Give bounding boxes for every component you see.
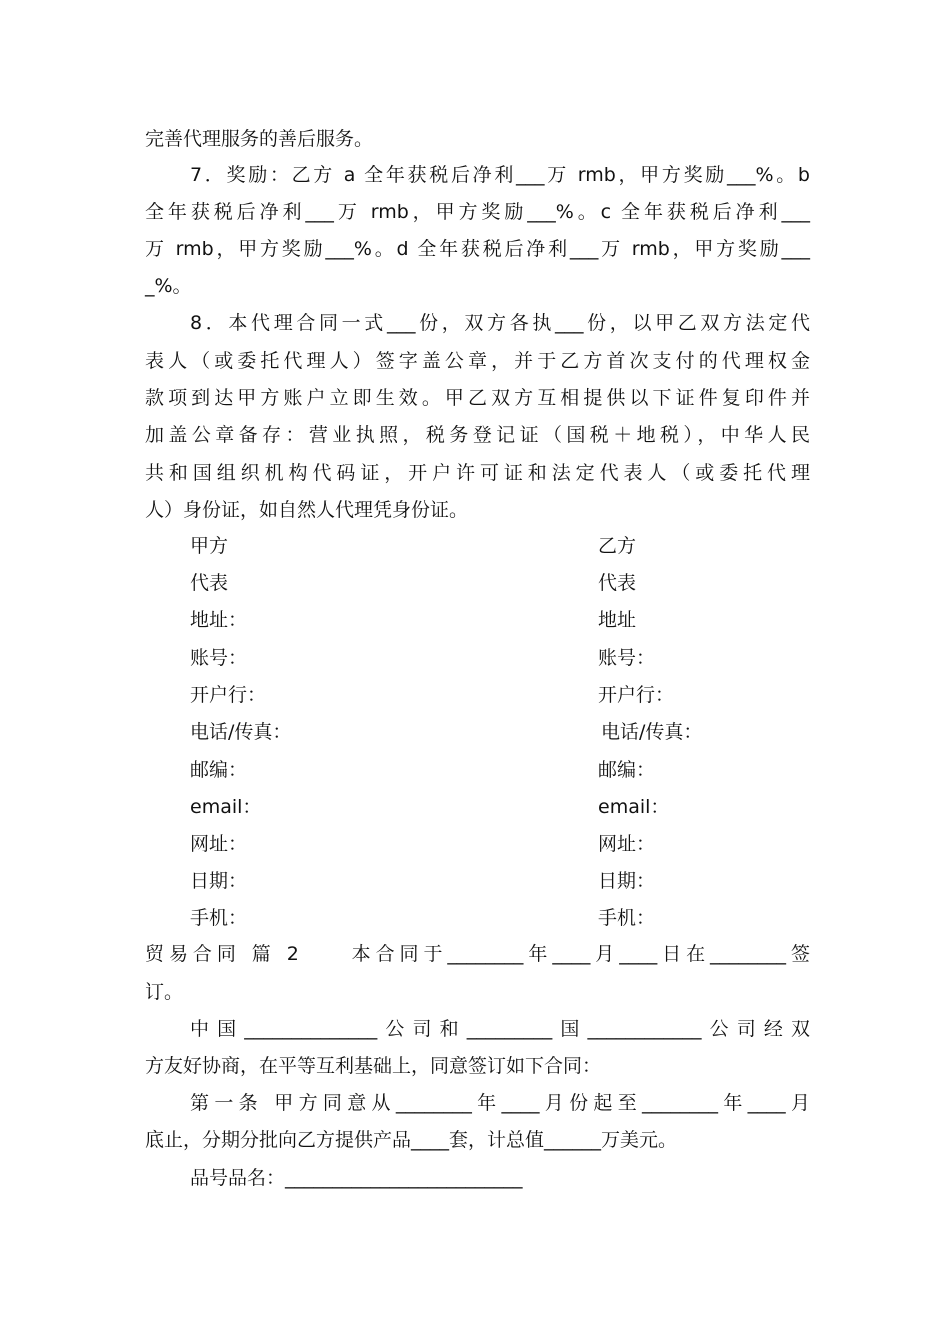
party-a-field: 手机： (190, 907, 248, 929)
party-a-field: 电话/传真： (190, 721, 292, 743)
party-b-field: 邮编： (598, 759, 656, 781)
party-b-field: 账号： (598, 647, 656, 669)
party-b-field: 电话/传真： (601, 721, 703, 743)
party-a-field: 代表 (190, 572, 229, 594)
party-b-label: 乙方 (598, 535, 637, 557)
party-a-field: 账号： (190, 647, 248, 669)
party-a-field: 日期： (190, 870, 248, 892)
paragraph-line: 订。 (145, 981, 184, 1003)
party-b-field: 网址： (598, 833, 656, 855)
party-b-field: email： (598, 796, 670, 818)
paragraph-line: 人）身份证，如自然人代理凭身份证。 (145, 499, 469, 521)
paragraph-line: 方友好协商，在平等互利基础上，同意签订如下合同： (145, 1055, 602, 1077)
contract-2-heading-line: 贸易合同 篇 2 本合同于________年____月____日在________签 (145, 943, 810, 965)
paragraph-line: 底止，分期分批向乙方提供产品____套，计总值______万美元。 (145, 1129, 678, 1151)
party-b-field: 日期： (598, 870, 656, 892)
paragraph-line: 款项到达甲方账户立即生效。甲乙双方互相提供以下证件复印件并 (145, 387, 810, 409)
paragraph-line: 加盖公章备存：营业执照，税务登记证（国税＋地税），中华人民 (145, 424, 810, 446)
paragraph-line: 表人（或委托代理人）签字盖公章，并于乙方首次支付的代理权金 (145, 350, 810, 372)
party-b-field: 地址 (598, 609, 637, 631)
paragraph-line: 万 rmb，甲方奖励___%。d 全年获税后净利___万 rmb，甲方奖励___ (145, 238, 810, 260)
party-b-field: 手机： (598, 907, 656, 929)
party-a-field: 地址： (190, 609, 248, 631)
party-b-field: 开户行： (598, 684, 675, 706)
product-name-line: 品号品名：_________________________ (190, 1167, 523, 1189)
party-a-field: 邮编： (190, 759, 248, 781)
party-a-label: 甲方 (190, 535, 229, 557)
paragraph-line: 全年获税后净利___万 rmb，甲方奖励___%。c 全年获税后净利___ (145, 201, 810, 223)
paragraph-line: 8．本代理合同一式___份，双方各执___份，以甲乙双方法定代 (190, 312, 810, 334)
party-a-field: 开户行： (190, 684, 267, 706)
party-b-field: 代表 (598, 572, 637, 594)
party-a-field: 网址： (190, 833, 248, 855)
paragraph-line: _%。 (145, 275, 192, 297)
paragraph-line: 7．奖励：乙方 a 全年获税后净利___万 rmb，甲方奖励___%。b (190, 164, 810, 186)
paragraph-line: 完善代理服务的善后服务。 (145, 128, 374, 150)
paragraph-line: 第一条 甲方同意从________年____月份起至________年____月 (190, 1092, 810, 1114)
party-a-field: email： (190, 796, 262, 818)
paragraph-line: 共和国组织机构代码证，开户许可证和法定代表人（或委托代理 (145, 462, 810, 484)
paragraph-line: 中国______________公司和_________国____________公司经双 (190, 1018, 810, 1040)
